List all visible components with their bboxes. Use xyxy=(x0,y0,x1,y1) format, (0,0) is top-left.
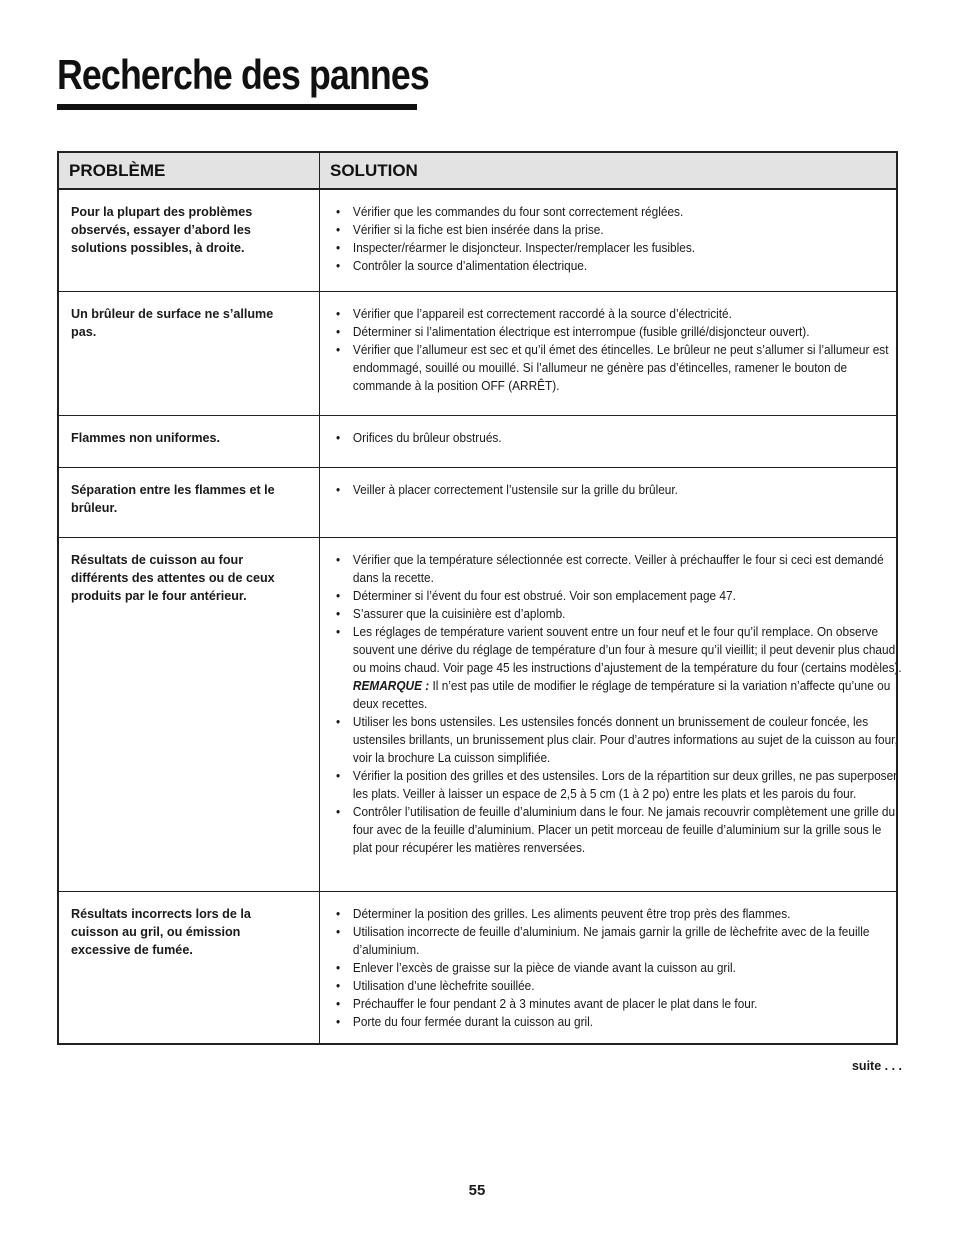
title-underline xyxy=(57,104,417,110)
solution-list xyxy=(336,551,902,857)
solution-item: • Porte du four fermée durant la cuisson au gril. xyxy=(336,1013,903,1031)
problem-cell: Résultats de cuisson au four différents des attentes ou de ceux produits par le four antérieur. xyxy=(58,537,320,891)
solution-item: • Vérifier que l’allumeur est sec et qu’il émet des étincelles. Le brûleur ne peut s’allumer si l’allumeur est endommagé, souillé ou mouillé. Si l’allumeur ne génère pas d’étincelles, ramener le bouton de commande à la position OFF (ARRÊT). xyxy=(336,341,903,395)
page-title: Recherche des pannes xyxy=(57,51,429,98)
solution-list xyxy=(336,905,888,1031)
solution-item: • Déterminer si l’évent du four est obstrué. Voir son emplacement page 47. xyxy=(336,587,903,605)
solution-item: • Déterminer si l’alimentation électrique est interrompue (fusible grillé/disjoncteur ouvert). xyxy=(336,323,903,341)
solution-item: • Contrôler l’utilisation de feuille d’aluminium dans le four. Ne jamais recouvrir complètement une grille du four avec de la feuille d’aluminium. Placer un petit morceau de feuille d’aluminium sur la grille sous le plat pour récupérer les matières renversées. xyxy=(336,803,903,857)
continued-label: suite . . . xyxy=(851,1059,902,1073)
table-header-row xyxy=(58,152,897,189)
solution-cell xyxy=(320,291,898,415)
troubleshooting-table xyxy=(57,151,902,1045)
solution-item: • Utiliser les bons ustensiles. Les ustensiles foncés donnent un brunissement de couleur foncée, les ustensiles brillants, un brunissement plus clair. Pour d’autres informations au sujet de la cuisson au four, voir la brochure La cuisson simplifiée. xyxy=(336,713,903,767)
solution-item: • Utilisation incorrecte de feuille d’aluminium. Ne jamais garnir la grille de lèchefrite avec de la feuille d’aluminium. xyxy=(336,923,903,959)
solution-cell xyxy=(320,415,898,467)
solution-item xyxy=(336,623,903,713)
solution-item: • Enlever l’excès de graisse sur la pièce de viande avant la cuisson au gril. xyxy=(336,959,903,977)
problem-cell: Un brûleur de surface ne s’allume pas. xyxy=(58,291,320,415)
problem-cell: Flammes non uniformes. xyxy=(58,415,320,467)
solution-text: Les réglages de température varient souvent entre un four neuf et le four qu’il remplace. On observe souvent une dérive du réglage de température d’un four à mesure qu’il vieillit; il peut devenir plus chaud ou moins chaud. Voir page 45 les instructions d’ajustement de la température du four (certains modèles). xyxy=(352,624,902,675)
solution-item: • Contrôler la source d’alimentation électrique. xyxy=(336,257,903,275)
table-row xyxy=(58,891,897,1044)
solution-list xyxy=(336,429,888,447)
solution-list xyxy=(336,305,888,395)
solution-list xyxy=(336,481,888,499)
remarque-label: REMARQUE : xyxy=(352,678,430,693)
solution-text: Il n’est pas utile de modifier le réglage de température si la variation n’affecte qu’une ou deux recettes. xyxy=(352,678,891,711)
solution-item: • Préchauffer le four pendant 2 à 3 minutes avant de placer le plat dans le four. xyxy=(336,995,903,1013)
table-row xyxy=(58,467,897,537)
solution-cell xyxy=(320,467,898,537)
solution-item: • S’assurer que la cuisinière est d’aplomb. xyxy=(336,605,903,623)
solution-cell xyxy=(320,537,902,891)
solution-item: • Vérifier que les commandes du four sont correctement réglées. xyxy=(336,203,903,221)
header-problem: PROBLÈME xyxy=(58,152,320,189)
solution-item: • Vérifier que l’appareil est correctement raccordé à la source d’électricité. xyxy=(336,305,903,323)
table-row xyxy=(58,291,897,415)
problem-cell: Pour la plupart des problèmes observés, essayer d’abord les solutions possibles, à droite. xyxy=(58,189,320,291)
solution-item: • Déterminer la position des grilles. Les aliments peuvent être trop près des flammes. xyxy=(336,905,903,923)
solution-item: • Orifices du brûleur obstrués. xyxy=(336,429,903,447)
solution-item: • Vérifier si la fiche est bien insérée dans la prise. xyxy=(336,221,903,239)
solution-item: • Veiller à placer correctement l’ustensile sur la grille du brûleur. xyxy=(336,481,903,499)
solution-list xyxy=(336,203,888,275)
solution-cell xyxy=(320,891,898,1044)
header-solution: SOLUTION xyxy=(320,152,898,189)
solution-item: • Utilisation d’une lèchefrite souillée. xyxy=(336,977,903,995)
table-row xyxy=(58,189,897,291)
solution-item: • Inspecter/réarmer le disjoncteur. Inspecter/remplacer les fusibles. xyxy=(336,239,903,257)
table-row xyxy=(58,537,897,891)
page-number: 55 xyxy=(468,1182,486,1199)
table-row xyxy=(58,415,897,467)
solution-cell xyxy=(320,189,898,291)
solution-item: • Vérifier que la température sélectionnée est correcte. Veiller à préchauffer le four si ceci est demandé dans la recette. xyxy=(336,551,903,587)
problem-cell: Résultats incorrects lors de la cuisson au gril, ou émission excessive de fumée. xyxy=(58,891,320,1044)
solution-item: • Vérifier la position des grilles et des ustensiles. Lors de la répartition sur deux grilles, ne pas superposer les plats. Veiller à laisser un espace de 2,5 à 5 cm (1 à 2 po) entre les plats et les parois du four. xyxy=(336,767,903,803)
problem-cell: Séparation entre les flammes et le brûleur. xyxy=(58,467,320,537)
